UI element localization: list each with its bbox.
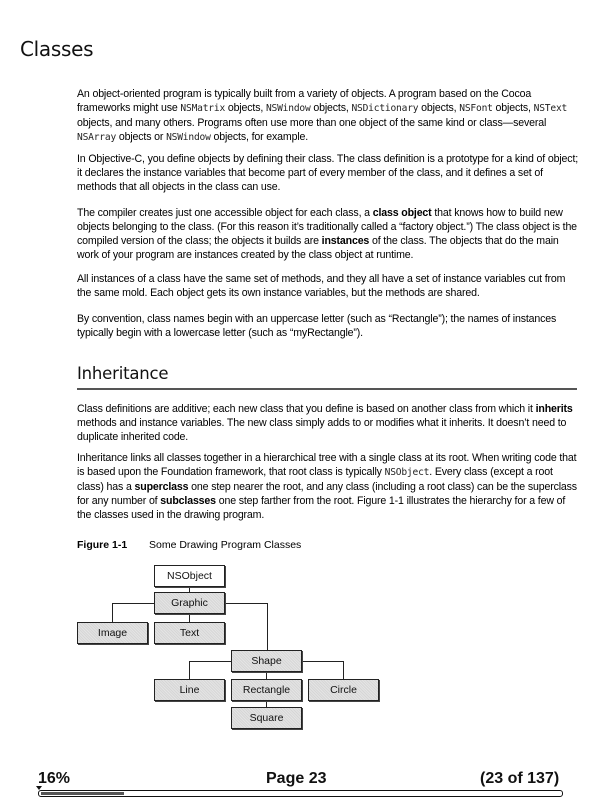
figure-caption [77, 539, 301, 551]
text-run: objects, [225, 102, 266, 114]
text-run: Class definitions are additive; each new class that you define is based on another class from which it [77, 403, 536, 415]
paragraph [77, 152, 580, 194]
text-run: An object-oriented program is typically built from a variety of objects. A program based on the Cocoa frameworks might use [77, 88, 532, 114]
paragraph [77, 312, 580, 340]
inline-code: NSObject [384, 467, 430, 478]
paragraph [77, 206, 580, 262]
bold-term: instances [321, 235, 370, 247]
class-node-image: Image [77, 622, 148, 644]
figure-title: Some Drawing Program Classes [149, 539, 302, 551]
class-node-square: Square [231, 707, 302, 729]
text-run: . Every class (except a root class) has a [77, 466, 553, 493]
class-node-text: Text [154, 622, 225, 644]
inline-code: NSWindow [166, 132, 211, 143]
reading-progress-bar[interactable] [38, 790, 563, 797]
class-node-nsobject: NSObject [154, 565, 225, 587]
text-run: objects, and many others. Programs often use more than one object of the same kind or class—several [77, 117, 547, 129]
text-run: objects or [116, 131, 167, 143]
bold-term: subclasses [160, 495, 216, 507]
text-run: By convention, class names begin with an uppercase letter (such as “Rectangle”); the names of instances typically begin with a lowercase letter (such as “myRectangle”). [77, 313, 557, 339]
section-title: Classes [20, 37, 94, 61]
text-run: one step farther from the root. Figure 1-1 illustrates the hierarchy for a few of the classes used in the drawing program. [77, 495, 566, 521]
bold-term: superclass [134, 481, 189, 493]
text-run: objects, [310, 102, 352, 114]
text-run: objects, [492, 102, 534, 114]
bold-term: inherits [535, 403, 573, 415]
inline-code: NSArray [77, 132, 117, 143]
class-node-shape: Shape [231, 650, 302, 672]
class-node-line: Line [154, 679, 225, 701]
paragraph [77, 402, 580, 444]
class-node-rectangle: Rectangle [231, 679, 302, 701]
text-run: one step nearer the root, and any class (including a root class) can be the superclass for any number of [77, 481, 577, 507]
text-run: objects, for example. [210, 131, 309, 143]
inline-code: NSDictionary [351, 103, 419, 114]
figure-number: Figure 1-1 [77, 539, 128, 551]
bold-term: class object [372, 207, 432, 219]
text-run: The compiler creates just one accessible object for each class, a [77, 207, 373, 219]
reading-progress-fill [41, 792, 124, 795]
text-run: All instances of a class have the same set of methods, and they all have a set of instance variables cut from the same mold. Each object gets its own instance variables, but the methods are shared. [77, 273, 566, 299]
text-run: of the class. The objects that do the main work of your program are instances created by the class object at runtime. [77, 235, 559, 261]
page-count: (23 of 137) [480, 770, 560, 787]
inline-code: NSMatrix [180, 103, 226, 114]
text-run: methods and instance variables. The new class simply adds to or modifies what it inherits. It doesn’t need to duplicate inherited code. [77, 417, 567, 443]
progress-percent: 16% [38, 770, 71, 787]
inline-code: NSWindow [265, 103, 311, 114]
inline-code: NSText [533, 103, 568, 114]
class-node-circle: Circle [308, 679, 379, 701]
text-run: In Objective-C, you define objects by defining their class. The class definition is a prototype for a kind of object; it declares the instance variables that become part of every member of the class, and it defines a set of methods that all objects in the class can use. [77, 153, 579, 193]
text-run: Inheritance links all classes together in a hierarchical tree with a single class at its root. When writing code that is based upon the Foundation framework, that root class is typically [77, 452, 577, 478]
class-node-graphic: Graphic [154, 592, 225, 614]
page-number: Page 23 [266, 770, 327, 787]
text-run: that knows how to build new objects belonging to the class. (For this reason it’s traditionally called a “factory object.”) The class object is the compiled version of the class; the objects it builds are [77, 207, 577, 247]
text-run: objects, [418, 102, 460, 114]
subsection-title: Inheritance [77, 364, 169, 383]
inline-code: NSFont [459, 103, 493, 114]
paragraph [77, 451, 580, 522]
heading-rule [77, 388, 577, 390]
paragraph [77, 87, 580, 145]
paragraph [77, 272, 580, 300]
